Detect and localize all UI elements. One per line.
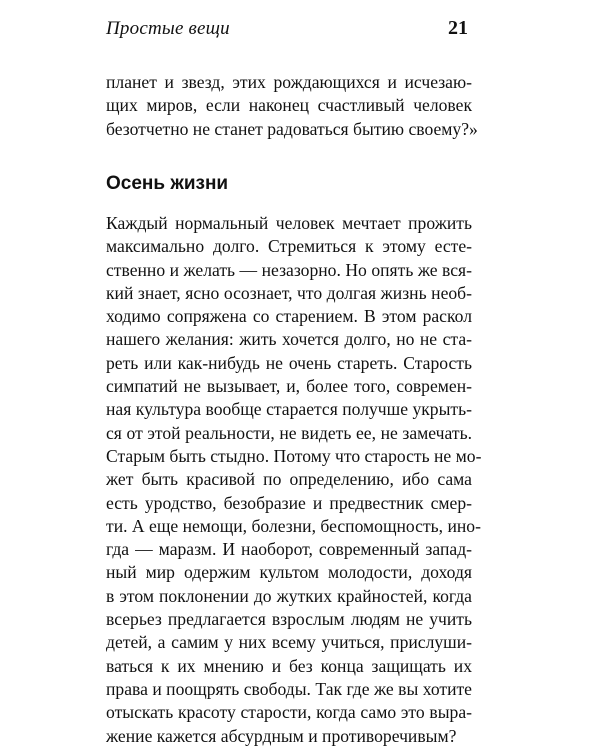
text-line: отыскать красоту старости, когда само это выра- (106, 702, 472, 723)
text-line: безотчетно не станет радоваться бытию своему?» (106, 118, 478, 139)
text-line: жение кажется абсурдным и противоречивым? (106, 725, 457, 746)
text-line: детей, а самим у них всему учиться, прислуши- (106, 632, 472, 653)
text-line: щих миров, если наконец счастливый человек (106, 95, 472, 116)
text-line: гда — маразм. И наоборот, современный запад- (106, 539, 472, 560)
text-line: ваться к их мнению и без конца защищать их (106, 655, 472, 676)
intro-paragraph (106, 71, 478, 141)
text-line: всерьез предлагается взрослым людям не учить (106, 609, 472, 630)
text-line: симпатий не вызывает, и, более того, современ- (106, 376, 472, 397)
text-line: жет быть красивой по определению, ибо сама (106, 469, 472, 490)
text-line: кий знает, ясно осознает, что долгая жизнь необ- (106, 282, 472, 303)
text-line: ти. А еще немощи, болезни, беспомощность, ино- (106, 515, 481, 536)
text-line: ходимо сопряжена со старением. В этом раскол (106, 306, 472, 327)
text-line: Старым быть стыдно. Потому что старость не мо- (106, 445, 482, 466)
text-line: в этом поклонении до жутких крайностей, когда (106, 585, 472, 606)
text-line: ственно и желать — незазорно. Но опять же вся- (106, 259, 472, 280)
text-line: реть или как-нибудь не очень стареть. Старость (106, 352, 472, 373)
text-line: нашего желания: жить хочется долго, но не ста- (106, 329, 472, 350)
text-line: максимально долго. Стремиться к этому есте- (106, 236, 472, 257)
text-line: права и поощрять свободы. Так где же вы хотите (106, 678, 472, 699)
text-line: планет и звезд, этих рождающихся и исчезаю- (106, 72, 472, 92)
section-paragraph (106, 212, 482, 748)
text-line: ся от этой реальности, не видеть ее, не замечать. (106, 422, 472, 443)
text-line: ная культура вообще старается получше укрыть- (106, 399, 472, 420)
text-line: ный мир одержим культом молодости, доходя (106, 562, 472, 583)
text-line: Каждый нормальный человек мечтает прожить (106, 213, 472, 233)
text-line: есть уродство, безобразие и предвестник смер- (106, 492, 472, 513)
page-number: 21 (448, 17, 468, 39)
section-heading: Осень жизни (106, 173, 229, 194)
running-head-title: Простые вещи (106, 18, 230, 39)
